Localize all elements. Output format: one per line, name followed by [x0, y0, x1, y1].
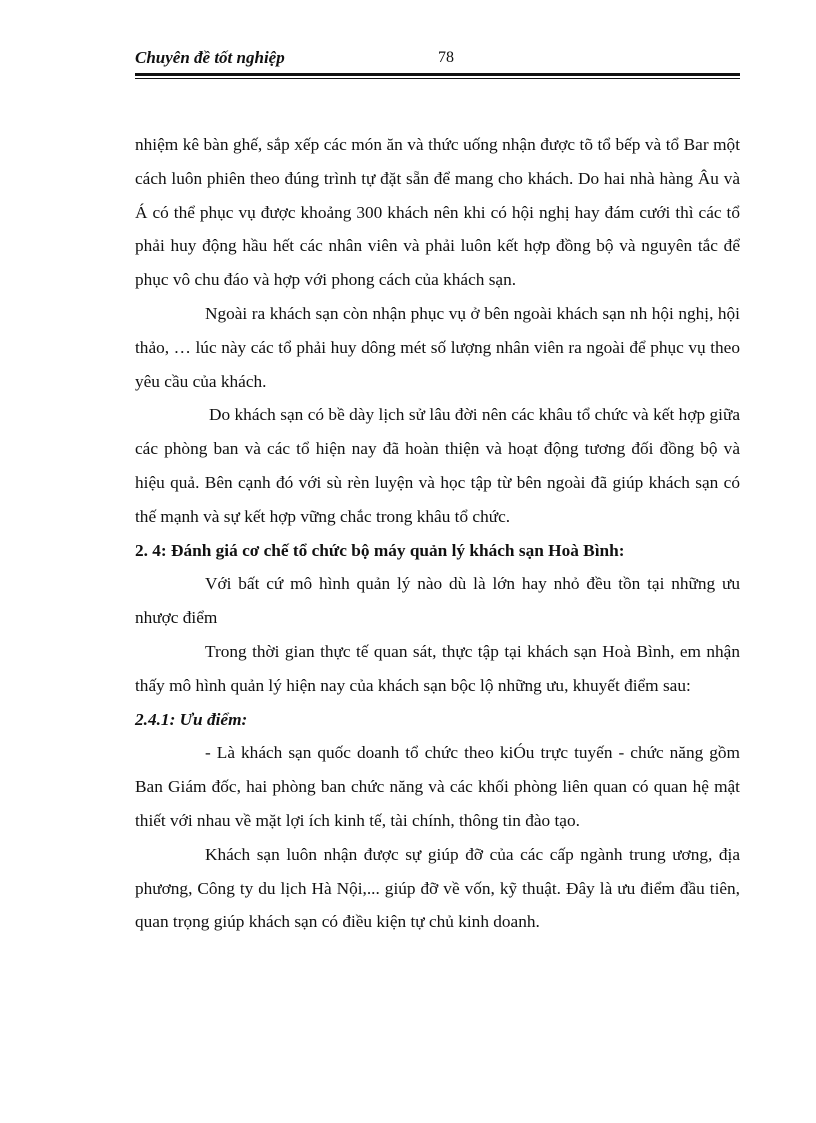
- paragraph-3: Do khách sạn có bề dày lịch sử lâu đời nên các khâu tổ chức và kết hợp giữa các phòng ban và các tổ hiện nay đã hoàn thiện và hoạt động tương đối đồng bộ và hiệu quả. Bên cạnh đó với sù rèn luyện và học tập từ bên ngoài đã giúp khách sạn có thế mạnh và sự kết hợp vững chắc trong khâu tổ chức.: [135, 405, 740, 526]
- page-header: [135, 48, 740, 72]
- subsection-heading-2-4-1: 2.4.1: Ưu điểm:: [135, 709, 248, 729]
- page-number: 78: [438, 49, 454, 66]
- paragraph-6: - Là khách sạn quốc doanh tổ chức theo kiÓu trực tuyến - chức năng gồm Ban Giám đốc, hai phòng ban chức năng và các khối phòng liên quan có quan hệ mật thiết với nhau về mặt lợi ích kinh tế, tài chính, thông tin đào tạo.: [135, 743, 740, 830]
- paragraph-7: Khách sạn luôn nhận được sự giúp đỡ của các cấp ngành trung ương, địa phương, Công ty du lịch Hà Nội,... giúp đỡ về vốn, kỹ thuật. Đây là ưu điểm đầu tiên, quan trọng giúp khách sạn có điều kiện tự chủ kinh doanh.: [135, 844, 740, 932]
- header-rule-thin: [135, 78, 740, 79]
- paragraph-5: Trong thời gian thực tế quan sát, thực tập tại khách sạn Hoà Bình, em nhận thấy mô hình quản lý hiện nay của khách sạn bộc lộ những ưu, khuyết điểm sau:: [135, 641, 740, 695]
- document-body: [135, 128, 740, 939]
- paragraph-2: Ngoài ra khách sạn còn nhận phục vụ ở bên ngoài khách sạn nh hội nghị, hội thảo, … lúc này các tổ phải huy dông mét số lượng nhân viên ra ngoài để phục vụ theo yêu cầu của khách.: [135, 303, 740, 391]
- header-rule-thick: [135, 73, 740, 76]
- header-title: Chuyên đề tốt nghiệp: [135, 48, 285, 67]
- paragraph-1: nhiệm kê bàn ghế, sắp xếp các món ăn và thức uống nhận được tõ tổ bếp và tổ Bar một cách luôn phiên theo đúng trình tự đặt sẵn để mang cho khách. Do hai nhà hàng Âu và Á có thể phục vụ được khoảng 300 khách nên khi có hội nghị hay đám cưới thì các tổ phải huy động hầu hết các nhân viên và phải luôn kết hợp đồng bộ và nguyên tắc để phục vô chu đáo và hợp với phong cách của khách sạn.: [135, 135, 740, 290]
- paragraph-4: Với bất cứ mô hình quản lý nào dù là lớn hay nhỏ đều tồn tại những ưu nhược điểm: [135, 574, 740, 628]
- section-heading-2-4: 2. 4: Đánh giá cơ chế tổ chức bộ máy quản lý khách sạn Hoà Bình:: [135, 540, 625, 560]
